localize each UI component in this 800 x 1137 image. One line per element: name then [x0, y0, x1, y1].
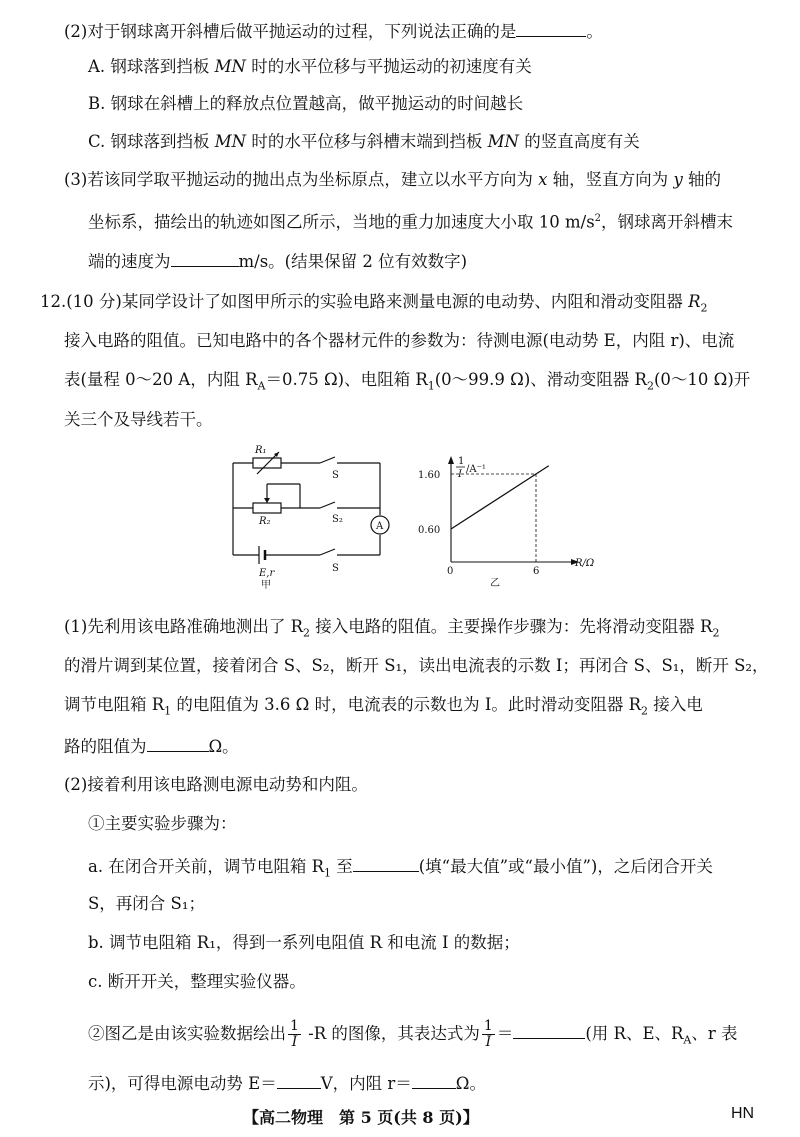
r2-label: R₂ [259, 516, 271, 527]
text: (1)先利用该电路准确地测出了 R [64, 617, 304, 636]
q12-p1-line1 [64, 615, 719, 645]
answer-blank[interactable] [516, 18, 586, 37]
text: MN [487, 132, 519, 151]
q12-p2-step-c: c. 断开开关，整理实验仪器。 [88, 972, 306, 991]
text: 1 [427, 379, 435, 393]
ammeter-label: A [376, 521, 384, 532]
y-tick-0.60: 0.60 [418, 525, 441, 536]
text: (用 R、E、R [585, 1024, 684, 1043]
text: ＝0.75 Ω)、电阻箱 R [265, 370, 428, 389]
q12-p2-expression [88, 1017, 738, 1057]
text: 坐标系，描绘出的轨迹如图乙所示，当地的重力加速度大小取 10 m/s [88, 212, 595, 232]
text: 时的水平位移与平抛运动的初速度有关 [246, 57, 532, 76]
text: 、r 表 [691, 1024, 738, 1043]
text: ＝ [496, 1024, 514, 1043]
text: 的竖直高度有关 [518, 132, 640, 151]
ylabel-num: 1 [458, 456, 465, 467]
text: (2)对于钢球离开斜槽后做平抛运动的过程，下列说法正确的是 [64, 22, 517, 41]
text: (0～99.9 Ω)、滑动变阻器 R [434, 370, 647, 389]
answer-blank[interactable] [412, 1070, 456, 1089]
text: y [673, 170, 683, 189]
text: 表(量程 0～20 A，内阻 R [64, 370, 258, 389]
text: 2 [646, 379, 654, 393]
text: 路的阻值为 [64, 737, 147, 756]
text: A [257, 379, 266, 393]
text: 接入电路的阻值。主要操作步骤为：先将滑动变阻器 R [310, 617, 713, 636]
text: R [688, 292, 701, 311]
q11-option-a [88, 55, 532, 79]
q11-option-b: B. 钢球在斜槽上的释放点位置越高，做平抛运动的时间越长 [88, 94, 524, 113]
xlabel: R/Ω [575, 558, 595, 569]
figure-a-caption: 甲 [261, 580, 271, 590]
answer-blank[interactable] [353, 853, 419, 872]
text: A [683, 1033, 692, 1047]
q12-line4: 关三个及导线若干。 [64, 410, 213, 429]
y-axis-arrow [448, 456, 454, 464]
footer-code: HN [731, 1105, 755, 1122]
footer-title: 【高二物理 第 5 页(共 8 页)】 [243, 1108, 479, 1127]
q12-p2-head: (2)接着利用该电路测电源电动势和内阻。 [64, 775, 368, 794]
q11-part3-line2 [88, 207, 733, 235]
text: x [538, 170, 548, 189]
text: -R 的图像，其表达式为 [302, 1024, 480, 1043]
text: Ω。 [455, 1074, 486, 1093]
answer-blank[interactable] [277, 1070, 321, 1089]
switch-s2-label: S₂ [332, 514, 343, 525]
fraction-1-over-i [288, 1019, 301, 1050]
battery-label: E,r [259, 568, 275, 579]
text: I [485, 1034, 492, 1050]
text: A. 钢球落到挡板 [88, 57, 215, 76]
answer-blank[interactable] [513, 1020, 585, 1039]
text: 1 [483, 1018, 493, 1034]
q11-option-c [88, 130, 640, 154]
text: ，钢球离开斜槽末 [601, 212, 734, 232]
text: I [291, 1034, 298, 1050]
text: 端的速度为 [88, 252, 171, 271]
text: 轴，竖直方向为 [547, 170, 674, 189]
q12-p1-line2: 的滑片调到某位置，接着闭合 S、S₂，断开 S₁，读出电流表的示数 I；再闭合 S、S₁，断开 S₂， [64, 656, 769, 675]
text: (填“最大值”或“最小值”)，之后闭合开关 [418, 857, 713, 876]
q12-p2-step-title: ①主要实验步骤为： [88, 814, 237, 833]
text: 的电阻值为 3.6 Ω 时，电流表的示数也为 I。此时滑动变阻器 R [171, 695, 642, 714]
text: 2 [712, 626, 720, 640]
x-tick-6: 6 [533, 566, 540, 577]
graph-1-over-i-vs-r [415, 450, 605, 590]
figure-b-caption: 乙 [490, 578, 500, 589]
text: 示)，可得电源电动势 E＝ [88, 1074, 277, 1093]
text: 。 [586, 22, 603, 41]
q12-line3 [64, 368, 750, 398]
text: 调节电阻箱 R [64, 695, 165, 714]
data-line [451, 466, 549, 529]
answer-blank[interactable] [171, 248, 239, 267]
circuit-diagram [225, 440, 405, 590]
text: V，内阻 r＝ [320, 1074, 412, 1093]
x-tick-0: 0 [447, 566, 454, 577]
switch-s-bottom-label: S [332, 563, 339, 574]
r1-label: R₁ [255, 445, 267, 456]
q11-part3-line1 [64, 168, 721, 192]
text: 2 [303, 626, 311, 640]
text: 1 [324, 866, 331, 880]
q12-line1 [40, 290, 708, 320]
text: a. 在闭合开关前，调节电阻箱 R [88, 857, 324, 876]
q12-p2-step-b: b. 调节电阻箱 R₁，得到一系列电阻值 R 和电流 I 的数据； [88, 933, 520, 952]
text: C. 钢球落到挡板 [88, 132, 215, 151]
q12-p2-step-a2: S，再闭合 S₁； [88, 894, 205, 913]
text: 时的水平位移与斜槽末端到挡板 [246, 132, 488, 151]
y-tick-1.60: 1.60 [418, 470, 441, 481]
answer-blank[interactable] [147, 733, 209, 752]
fraction-1-over-i [482, 1019, 495, 1050]
switch-s-label: S [332, 470, 339, 481]
text: 1 [290, 1018, 299, 1034]
q12-p1-line3 [64, 693, 703, 723]
ylabel-unit: /A⁻¹ [466, 464, 486, 475]
text: (3)若该同学取平抛运动的抛出点为坐标原点，建立以水平方向为 [64, 170, 539, 189]
text: 2 [594, 213, 602, 224]
text: MN [214, 57, 246, 76]
text: 接入电 [648, 695, 703, 714]
text: 至 [331, 857, 353, 876]
ylabel-den: I [458, 469, 462, 480]
text: 轴的 [682, 170, 722, 189]
q12-line2: 接入电路的阻值。已知电路中的各个器材元件的参数为：待测电源(电动势 E，内阻 r)、电流 [64, 331, 735, 350]
text: 12.(10 分)某同学设计了如图甲所示的实验电路来测量电源的电动势、内阻和滑动变阻器 [40, 292, 689, 311]
q12-p2-final [88, 1070, 486, 1096]
text: 2 [641, 704, 649, 718]
text: m/s。(结果保留 2 位有效数字) [238, 252, 468, 271]
q12-p1-line4 [64, 733, 239, 759]
text: (0～10 Ω)开 [653, 370, 751, 389]
text: 2 [700, 301, 708, 315]
q12-p2-step-a [88, 853, 713, 885]
text: Ω。 [208, 737, 239, 756]
text: MN [214, 132, 247, 151]
text: ②图乙是由该实验数据绘出 [88, 1024, 286, 1043]
q11-part2-stem [64, 18, 603, 44]
text: 1 [164, 704, 172, 718]
q11-part3-line3 [88, 248, 467, 274]
